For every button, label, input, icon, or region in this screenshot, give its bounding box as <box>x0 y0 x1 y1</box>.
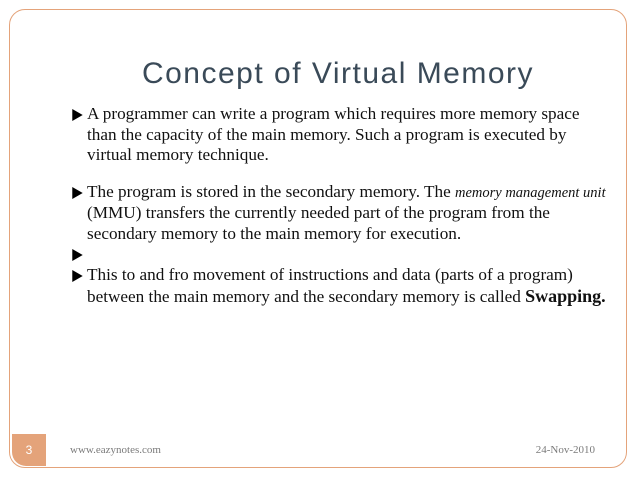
bullet-list <box>71 104 606 307</box>
bullet-1-text: A programmer can write a program which requires more memory space than the capacity of the main memory. Such a program is executed by virtual memory technique. <box>87 104 580 164</box>
bullet-4-text-before: This to and fro movement of instructions and data (parts of a program) between the main memory and the secondary memory is called <box>87 265 573 306</box>
slide-title: Concept of Virtual Memory <box>141 57 535 90</box>
footer-date: 24-Nov-2010 <box>535 444 595 456</box>
bullet-2-text-after: (MMU) transfers the currently needed part of the program from the secondary memory to the main memory for execution. <box>87 203 550 243</box>
footer-website: www.eazynotes.com <box>70 444 161 456</box>
bullet-arrow-icon <box>72 249 82 261</box>
bullet-item-4 <box>71 265 606 307</box>
slide-number-badge: 3 <box>12 434 46 466</box>
bullet-2-text-before: The program is stored in the secondary memory. The <box>87 181 455 201</box>
bullet-2-italic-term: memory management unit <box>455 184 606 201</box>
bullet-item-2 <box>71 182 606 245</box>
bullet-4-bold-term: Swapping. <box>525 285 606 306</box>
bullet-arrow-icon <box>72 187 82 199</box>
bullet-arrow-icon <box>72 109 82 121</box>
bullet-item-3-empty <box>71 244 606 265</box>
bullet-arrow-icon <box>72 270 82 282</box>
bullet-item-1 <box>71 104 606 166</box>
